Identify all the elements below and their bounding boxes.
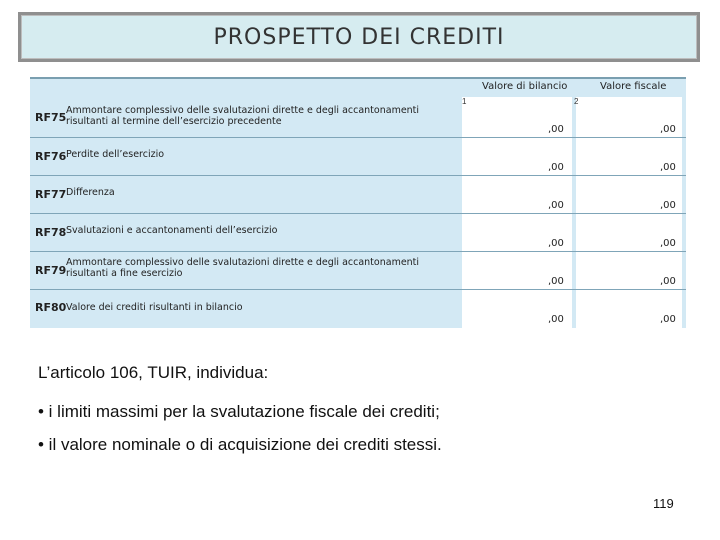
book-value-field[interactable]: ,00 bbox=[548, 314, 564, 325]
book-value-field[interactable]: ,00 bbox=[548, 276, 564, 287]
form-row-rf80 bbox=[30, 289, 686, 327]
tax-value-field[interactable]: ,00 bbox=[660, 276, 676, 287]
page-number: 119 bbox=[653, 496, 674, 511]
row-code: RF80 bbox=[35, 301, 67, 314]
form-row-rf76 bbox=[30, 137, 686, 175]
tax-value-field[interactable]: ,00 bbox=[660, 162, 676, 173]
row-code: RF78 bbox=[35, 226, 67, 239]
tax-value-field[interactable]: ,00 bbox=[660, 314, 676, 325]
row-description: Ammontare complessivo delle svalutazioni dirette e degli accantonamenti risultanti a fine esercizio bbox=[66, 257, 420, 279]
book-value-field[interactable]: ,00 bbox=[548, 238, 564, 249]
bullet-item-1: • i limiti massimi per la svalutazione fiscale dei crediti; bbox=[38, 402, 440, 421]
tax-value-field[interactable]: ,00 bbox=[660, 238, 676, 249]
form-row-rf79 bbox=[30, 251, 686, 289]
row-code: RF76 bbox=[35, 150, 67, 163]
form-row-rf77 bbox=[30, 175, 686, 213]
credits-form-table bbox=[30, 77, 686, 328]
row-code: RF79 bbox=[35, 264, 67, 277]
column-header-book-value: Valore di bilancio bbox=[482, 81, 568, 92]
form-row-rf75 bbox=[30, 99, 686, 137]
column-header-tax-value: Valore fiscale bbox=[600, 81, 667, 92]
book-value-field[interactable]: ,00 bbox=[548, 124, 564, 135]
row-code: RF77 bbox=[35, 188, 67, 201]
row-description: Ammontare complessivo delle svalutazioni dirette e degli accantonamenti risultanti al termine dell’esercizio precedente bbox=[66, 105, 420, 127]
column-number-1: 1 bbox=[462, 97, 467, 106]
bullet-item-2: • il valore nominale o di acquisizione dei crediti stessi. bbox=[38, 435, 442, 454]
form-row-rf78 bbox=[30, 213, 686, 251]
book-value-field[interactable]: ,00 bbox=[548, 162, 564, 173]
row-code: RF75 bbox=[35, 111, 67, 124]
column-number-2: 2 bbox=[574, 97, 579, 106]
article-intro-text: L’articolo 106, TUIR, individua: bbox=[38, 363, 269, 382]
title-banner bbox=[18, 12, 700, 62]
row-description: Differenza bbox=[66, 187, 115, 198]
row-description: Valore dei crediti risultanti in bilancio bbox=[66, 302, 243, 313]
row-description: Svalutazioni e accantonamenti dell’esercizio bbox=[66, 225, 278, 236]
page-title: PROSPETTO DEI CREDITI bbox=[213, 24, 505, 50]
tax-value-field[interactable]: ,00 bbox=[660, 200, 676, 211]
book-value-field[interactable]: ,00 bbox=[548, 200, 564, 211]
row-description: Perdite dell’esercizio bbox=[66, 149, 165, 160]
tax-value-field[interactable]: ,00 bbox=[660, 124, 676, 135]
